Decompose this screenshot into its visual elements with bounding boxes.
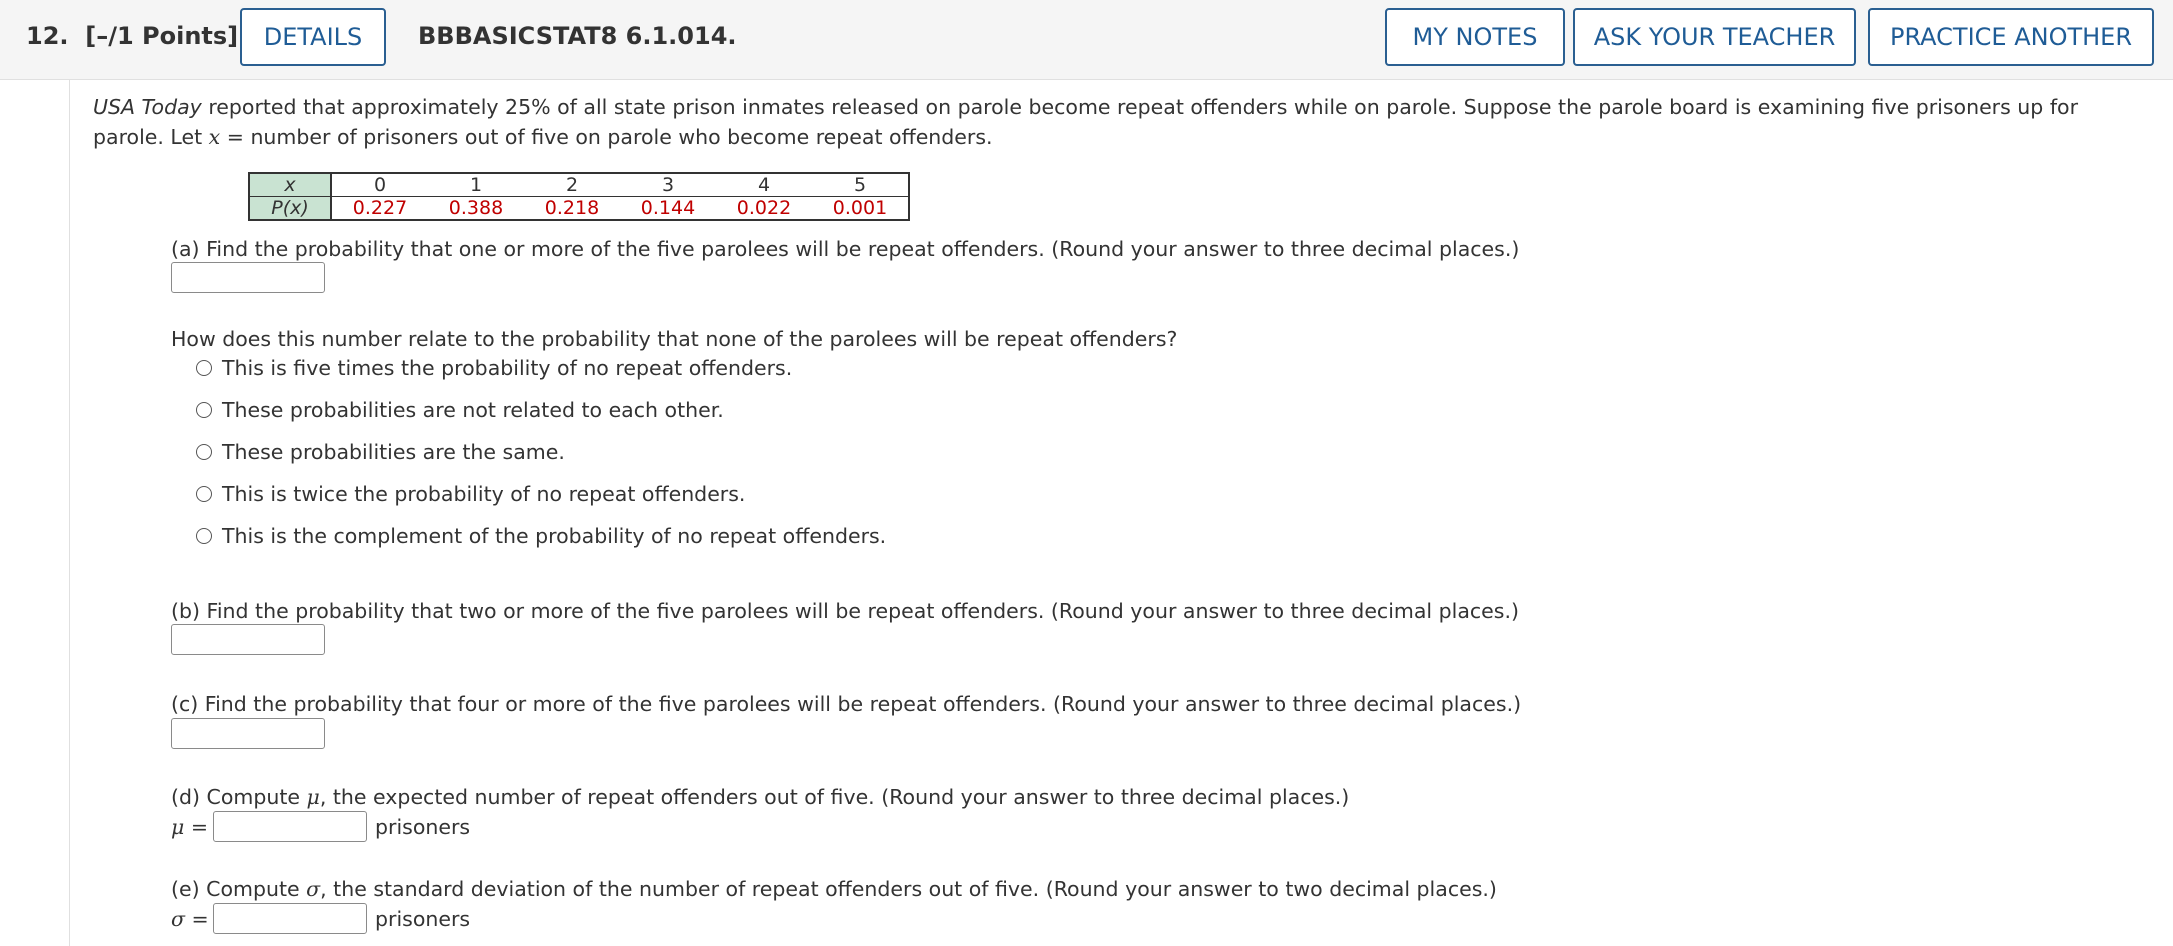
x-value: 4 bbox=[716, 173, 812, 197]
part-e-prompt-post: , the standard deviation of the number of repeat offenders out of five. (Round your answer to two decimal places.) bbox=[320, 877, 1497, 901]
question-content bbox=[69, 80, 2173, 946]
radio-button[interactable] bbox=[196, 360, 212, 376]
details-button[interactable]: DETAILS bbox=[240, 8, 386, 66]
option-not-related[interactable] bbox=[196, 398, 724, 422]
part-a-answer-input[interactable] bbox=[171, 262, 325, 293]
option-label: These probabilities are not related to each other. bbox=[222, 398, 724, 422]
x-value: 1 bbox=[428, 173, 524, 197]
p-value: 0.218 bbox=[544, 197, 600, 219]
part-c-prompt: (c) Find the probability that four or more of the five parolees will be repeat offenders. (Round your answer to three decimal places.) bbox=[171, 692, 1522, 716]
option-complement[interactable] bbox=[196, 524, 886, 548]
part-d-unit: prisoners bbox=[375, 815, 471, 839]
part-a-prompt: (a) Find the probability that one or more of the five parolees will be repeat offenders. (Round your answer to three decimal places.) bbox=[171, 237, 1520, 261]
statement-text-1: reported that approximately 25% of all state prison inmates released on parole become repeat offenders while on parole. Suppose the parole board is examining five prisoners up for parole. Let bbox=[93, 95, 2079, 149]
probability-distribution-table bbox=[248, 172, 910, 221]
p-value: 0.022 bbox=[736, 197, 792, 219]
part-d-prompt-pre: (d) Compute bbox=[171, 785, 307, 809]
problem-statement bbox=[93, 92, 2143, 152]
question-header bbox=[0, 0, 2173, 80]
sigma-label: σ = bbox=[171, 907, 209, 931]
probability-row bbox=[249, 197, 909, 221]
question-number-points bbox=[26, 22, 238, 50]
radio-button[interactable] bbox=[196, 444, 212, 460]
x-header: x bbox=[249, 173, 331, 197]
p-value: 0.388 bbox=[448, 197, 504, 219]
x-value: 5 bbox=[812, 173, 909, 197]
p-value: 0.227 bbox=[352, 197, 408, 219]
option-same[interactable] bbox=[196, 440, 565, 464]
option-label: These probabilities are the same. bbox=[222, 440, 565, 464]
p-value: 0.001 bbox=[832, 197, 888, 219]
ask-your-teacher-button[interactable]: ASK YOUR TEACHER bbox=[1573, 8, 1856, 66]
radio-button[interactable] bbox=[196, 528, 212, 544]
part-e-answer-input[interactable] bbox=[213, 903, 367, 934]
part-d-prompt-post: , the expected number of repeat offenders out of five. (Round your answer to three decimal places.) bbox=[319, 785, 1350, 809]
question-code: BBBASICSTAT8 6.1.014. bbox=[418, 22, 737, 50]
x-value: 3 bbox=[620, 173, 716, 197]
radio-button[interactable] bbox=[196, 486, 212, 502]
sigma-symbol: σ bbox=[306, 877, 321, 901]
x-value: 0 bbox=[331, 173, 428, 197]
part-d-prompt bbox=[171, 785, 1349, 809]
part-d-answer-input[interactable] bbox=[213, 811, 367, 842]
option-five-times[interactable] bbox=[196, 356, 792, 380]
part-e-unit: prisoners bbox=[375, 907, 471, 931]
x-value: 2 bbox=[524, 173, 620, 197]
part-b-answer-input[interactable] bbox=[171, 624, 325, 655]
points-label: [–/1 Points] bbox=[85, 22, 239, 50]
statement-text-2: = number of prisoners out of five on parole who become repeat offenders. bbox=[220, 125, 993, 149]
source-name: USA Today bbox=[93, 95, 202, 119]
part-e-prompt bbox=[171, 877, 1497, 901]
part-b-prompt: (b) Find the probability that two or more of the five parolees will be repeat offenders. (Round your answer to three decimal places.) bbox=[171, 599, 1519, 623]
p-header: P(x) bbox=[249, 197, 331, 221]
p-value: 0.144 bbox=[640, 197, 696, 219]
radio-button[interactable] bbox=[196, 402, 212, 418]
mu-symbol: μ bbox=[306, 785, 320, 809]
option-label: This is five times the probability of no repeat offenders. bbox=[222, 356, 793, 380]
x-row bbox=[249, 173, 909, 197]
relation-prompt: How does this number relate to the probability that none of the parolees will be repeat offenders? bbox=[171, 327, 1178, 351]
practice-another-button[interactable]: PRACTICE ANOTHER bbox=[1868, 8, 2154, 66]
option-twice[interactable] bbox=[196, 482, 745, 506]
part-c-answer-input[interactable] bbox=[171, 718, 325, 749]
variable-x: x bbox=[208, 125, 221, 149]
mu-label: μ = bbox=[171, 815, 209, 839]
my-notes-button[interactable]: MY NOTES bbox=[1385, 8, 1565, 66]
part-e-prompt-pre: (e) Compute bbox=[171, 877, 307, 901]
option-label: This is twice the probability of no repeat offenders. bbox=[222, 482, 746, 506]
question-number: 12. bbox=[26, 22, 69, 50]
option-label: This is the complement of the probability of no repeat offenders. bbox=[222, 524, 887, 548]
